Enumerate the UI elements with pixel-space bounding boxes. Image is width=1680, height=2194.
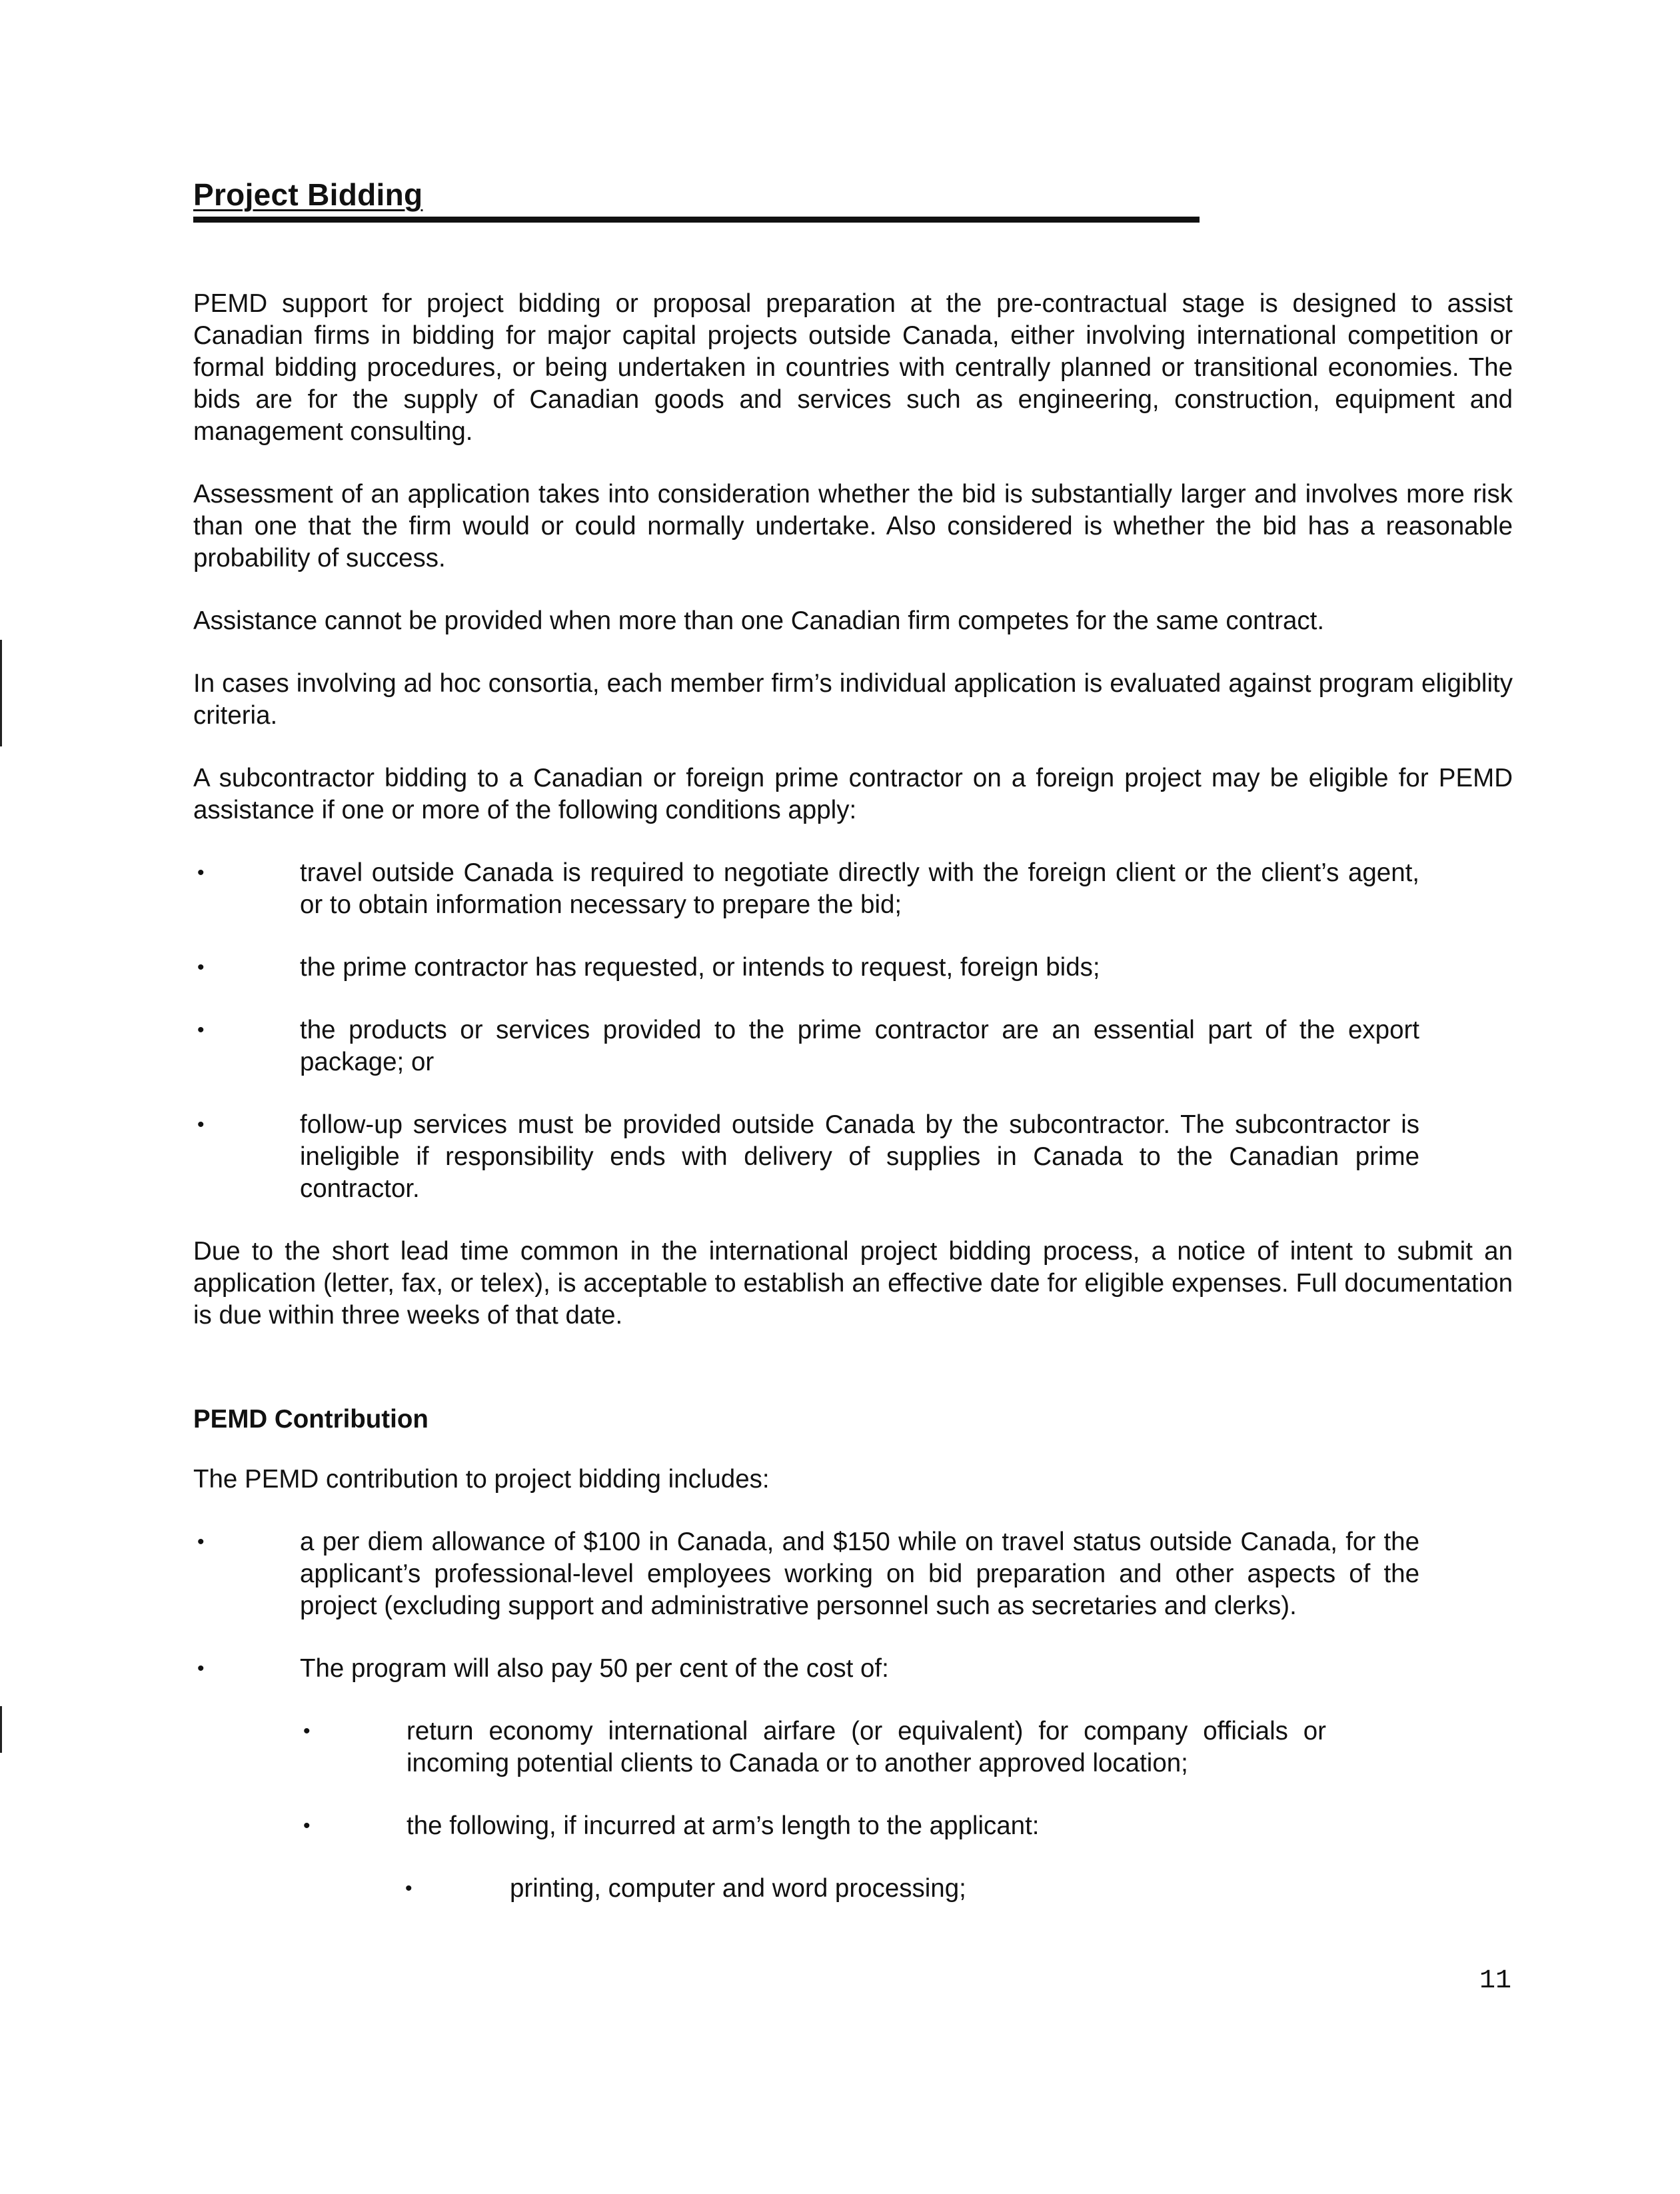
list-item-text: follow-up services must be provided outside Canada by the subcontractor. The subcontractor is ineligible if responsibility ends with delivery of supplies in Canada to the Canadian prime contractor. xyxy=(300,1110,1419,1203)
scan-margin-mark xyxy=(0,1706,2,1753)
paragraph-contribution: The PEMD contribution to project bidding includes: xyxy=(193,1465,770,1494)
list-item-text: a per diem allowance of $100 in Canada, and $150 while on travel status outside Canada, for the applicant’s professional-level employees working on bid preparation and other aspects of the project (excluding support and administrative personnel such as secretaries and clerks). xyxy=(300,1528,1419,1620)
list-item xyxy=(193,1109,1513,1205)
document-body xyxy=(193,288,1513,1935)
list-item xyxy=(193,1653,1513,1685)
subheading: PEMD Contribution xyxy=(193,1405,428,1434)
list-item xyxy=(193,1715,1513,1779)
bullet-icon: • xyxy=(197,1657,205,1679)
section-heading: Project Bidding xyxy=(193,177,423,212)
list-item-text: the products or services provided to the prime contractor are an essential part of the export package; or xyxy=(300,1016,1419,1076)
bullet-icon: • xyxy=(197,956,205,978)
list-item xyxy=(193,952,1513,984)
paragraph-notice: Due to the short lead time common in the international project bidding process, a notice of intent to submit an application (letter, fax, or telex), is acceptable to establish an effective date for eligible expenses. Full documentation is due within three weeks of that date. xyxy=(193,1237,1513,1330)
list-item xyxy=(193,1526,1513,1622)
list-item-text: The program will also pay 50 per cent of the cost of: xyxy=(300,1654,889,1683)
paragraph-assessment: Assessment of an application takes into consideration whether the bid is substantially larger and involves more risk than one that the firm would or could normally undertake. Also considered is whether the bid has a reasonable probability of success. xyxy=(193,480,1513,572)
list-item-text: travel outside Canada is required to negotiate directly with the foreign client or the client’s agent, or to obtain information necessary to prepare the bid; xyxy=(300,858,1419,919)
list-item-text: the prime contractor has requested, or intends to request, foreign bids; xyxy=(300,953,1100,982)
list-item xyxy=(193,857,1513,921)
paragraph-assistance: Assistance cannot be provided when more than one Canadian firm competes for the same contract. xyxy=(193,606,1325,635)
list-item-text: the following, if incurred at arm’s length to the applicant: xyxy=(407,1811,1040,1840)
scan-margin-mark xyxy=(0,640,2,746)
bullet-icon: • xyxy=(197,1531,205,1553)
list-item xyxy=(193,1810,1513,1842)
paragraph-intro: PEMD support for project bidding or proposal preparation at the pre-contractual stage is designed to assist Canadian firms in bidding for major capital projects outside Canada, either involving international competition or formal bidding procedures, or being undertaken in countries with centrally planned or transitional economies. The bids are for the supply of Canadian goods and services such as engineering, construction, equipment and management consulting. xyxy=(193,289,1513,446)
bullet-icon: • xyxy=(405,1877,413,1899)
list-item xyxy=(193,1014,1513,1078)
bullet-icon: • xyxy=(197,862,205,884)
heading-rule xyxy=(193,217,1200,223)
bullet-icon: • xyxy=(197,1019,205,1041)
page-number: 11 xyxy=(1479,1966,1512,1996)
paragraph-consortia: In cases involving ad hoc consortia, each member firm’s individual application is evaluated against program eligiblity criteria. xyxy=(193,669,1513,730)
list-item-text: printing, computer and word processing; xyxy=(510,1874,966,1903)
paragraph-subcontractor: A subcontractor bidding to a Canadian or foreign prime contractor on a foreign project may be eligible for PEMD assistance if one or more of the following conditions apply: xyxy=(193,764,1513,824)
list-item-text: return economy international airfare (or equivalent) for company officials or incoming potential clients to Canada or to another approved location; xyxy=(407,1717,1326,1777)
list-item xyxy=(193,1873,1513,1905)
bullet-icon: • xyxy=(197,1114,205,1136)
bullet-icon: • xyxy=(303,1815,311,1837)
bullet-icon: • xyxy=(303,1720,311,1742)
